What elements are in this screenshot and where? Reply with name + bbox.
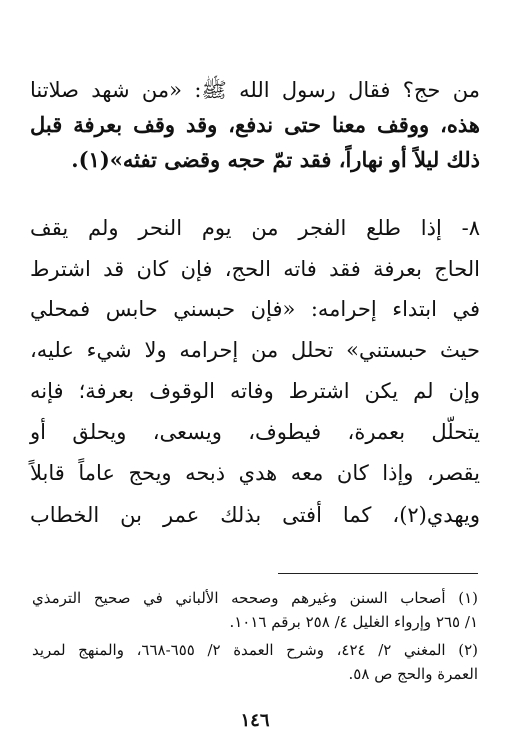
page-number: ١٤٦ <box>240 710 270 731</box>
body-line-9: يتحلّل بعمرة، فيطوف، ويسعى، ويحلق أو <box>30 420 480 444</box>
footnote-1-line-1: (١) أصحاب السنن وغيرهم وصححه الألباني في صحيح الترمذي <box>32 589 478 607</box>
body-line-11: ويهدي(٢)، كما أفتى بذلك عمر بن الخطاب <box>30 503 480 527</box>
footnote-2-line-1: (٢) المغني ٢/ ٤٢٤، وشرح العمدة ٢/ ٦٥٥-٦٦٨، والمنهج لمريد <box>32 641 478 659</box>
body-line-4: ٨- إذا طلع الفجر من يوم النحر ولم يقف <box>30 216 480 240</box>
body-line-5: الحاج بعرفة فقد فاته الحج، فإن كان قد اشترط <box>30 257 480 281</box>
footnote-separator <box>278 573 478 574</box>
body-line-7: حيث حبستني» تحلل من إحرامه ولا شيء عليه، <box>30 338 480 362</box>
footnote-2-line-2: العمرة والحج ص ٥٨. <box>348 665 478 683</box>
body-line-10: يقصر، وإذا كان معه هدي ذبحه ويحج عاماً قابلاً <box>30 461 480 485</box>
body-line-6: في ابتداء إحرامه: «فإن حبسني حابس فمحلي <box>30 297 480 321</box>
body-line-2: هذه، ووقف معنا حتى ندفع، وقد وقف بعرفة قبل <box>30 112 480 137</box>
body-line-8: وإن لم يكن اشترط وفاته الوقوف بعرفة؛ فإنه <box>30 379 480 403</box>
footnote-1-line-2: ١/ ٢٦٥ وإرواء الغليل ٤/ ٢٥٨ برقم ١٠١٦. <box>229 613 478 631</box>
body-line-3: ذلك ليلاً أو نهاراً، فقد تمّ حجه وقضى تفثه»(١). <box>71 147 480 172</box>
body-line-1: من حج؟ فقال رسول الله ﷺ: «من شهد صلاتنا <box>30 78 480 102</box>
